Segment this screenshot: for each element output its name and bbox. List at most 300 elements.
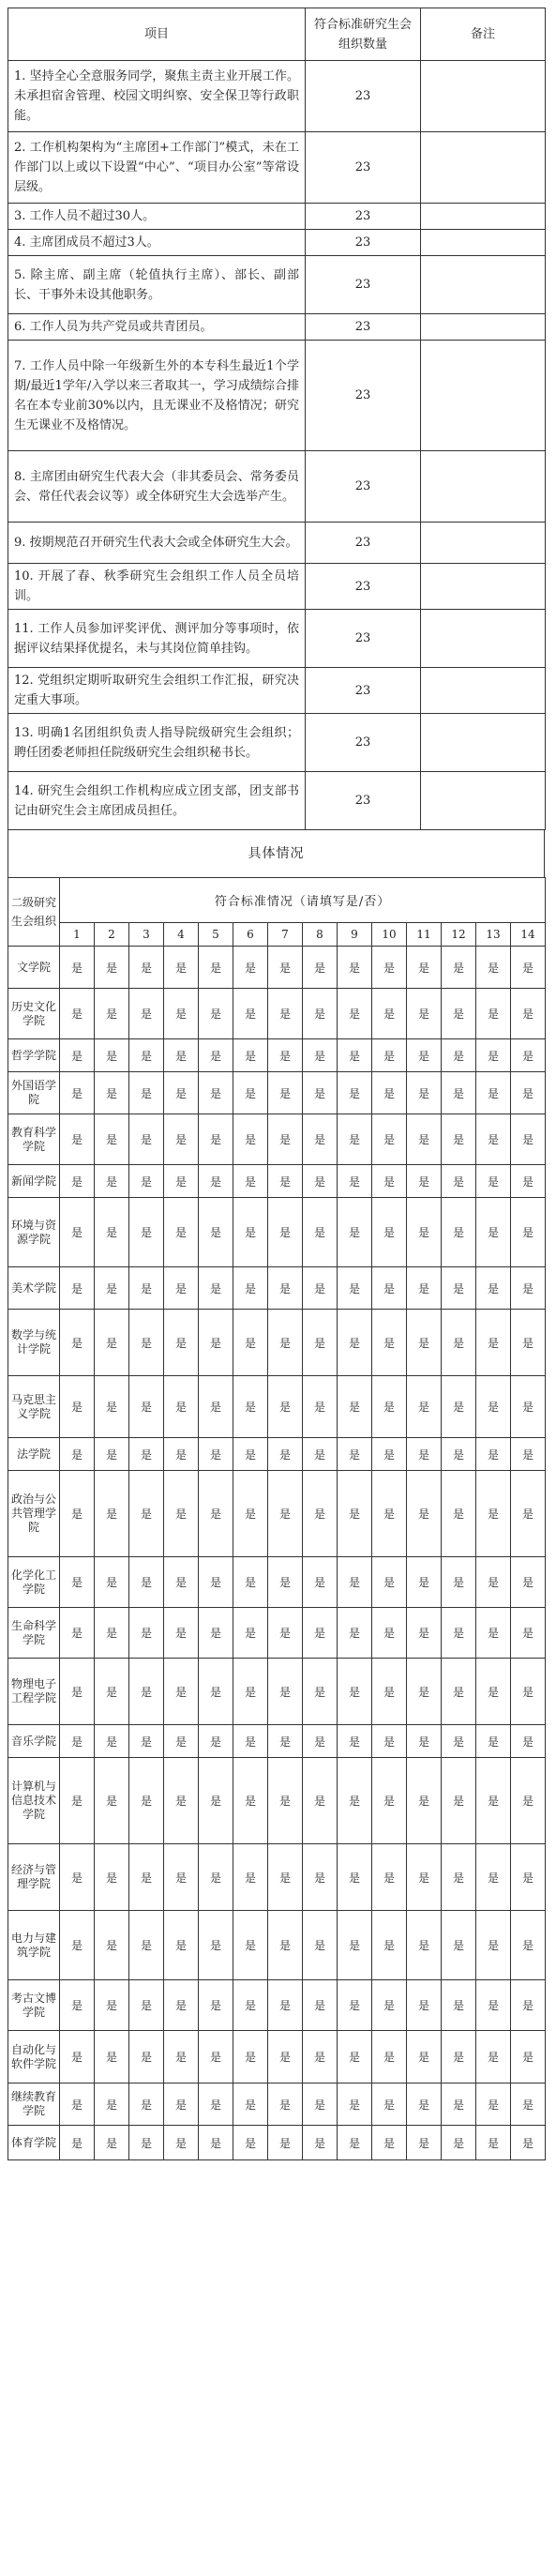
compliance-cell: 是	[511, 1376, 546, 1438]
standard-count: 23	[306, 341, 421, 451]
compliance-cell: 是	[95, 2126, 129, 2160]
college-name: 计算机与信息技术学院	[8, 1758, 60, 1844]
compliance-cell: 是	[338, 1471, 372, 1557]
compliance-cell: 是	[476, 1725, 511, 1758]
compliance-cell: 是	[511, 1039, 546, 1072]
compliance-cell: 是	[129, 1471, 164, 1557]
compliance-cell: 是	[338, 1114, 372, 1165]
standard-item-text: 13. 明确1名团组织负责人指导院级研究生会组织；聘任团委老师担任院级研究生会组织秘书长。	[8, 714, 306, 772]
compliance-cell: 是	[338, 1438, 372, 1471]
compliance-cell: 是	[476, 1267, 511, 1310]
compliance-cell: 是	[303, 1072, 338, 1114]
compliance-cell: 是	[303, 1438, 338, 1471]
column-number: 8	[303, 923, 338, 947]
compliance-cell: 是	[442, 1198, 476, 1267]
compliance-cell: 是	[164, 1911, 199, 1980]
compliance-cell: 是	[60, 2031, 95, 2084]
compliance-cell: 是	[303, 1039, 338, 1072]
compliance-cell: 是	[164, 947, 199, 989]
standard-row	[8, 714, 546, 772]
compliance-cell: 是	[476, 1659, 511, 1725]
compliance-cell: 是	[60, 1165, 95, 1198]
compliance-cell: 是	[268, 1980, 303, 2031]
compliance-cell: 是	[476, 1376, 511, 1438]
compliance-cell: 是	[407, 1376, 442, 1438]
standard-count: 23	[306, 314, 421, 341]
standard-count: 23	[306, 668, 421, 714]
compliance-cell: 是	[60, 947, 95, 989]
standard-note	[421, 341, 546, 451]
standard-count: 23	[306, 61, 421, 132]
compliance-cell: 是	[60, 1758, 95, 1844]
college-name: 数学与统计学院	[8, 1310, 60, 1376]
compliance-cell: 是	[129, 1980, 164, 2031]
standard-item-text: 8. 主席团由研究生代表大会（非其委员会、常务委员会、常任代表会议等）或全体研究生大会选举产生。	[8, 451, 306, 523]
compliance-cell: 是	[372, 1471, 407, 1557]
compliance-cell: 是	[511, 1844, 546, 1911]
column-number: 9	[338, 923, 372, 947]
compliance-cell: 是	[303, 2031, 338, 2084]
college-row	[8, 1557, 546, 1608]
compliance-cell: 是	[95, 2031, 129, 2084]
compliance-cell: 是	[95, 1267, 129, 1310]
compliance-cell: 是	[199, 1165, 233, 1198]
compliance-cell: 是	[476, 1471, 511, 1557]
compliance-cell: 是	[164, 1608, 199, 1659]
compliance-cell: 是	[407, 1980, 442, 2031]
standard-count: 23	[306, 714, 421, 772]
compliance-cell: 是	[511, 2084, 546, 2126]
standard-note	[421, 564, 546, 610]
compliance-cell: 是	[268, 1165, 303, 1198]
compliance-cell: 是	[233, 1072, 268, 1114]
compliance-cell: 是	[511, 1980, 546, 2031]
note-header: 备注	[421, 8, 546, 61]
compliance-cell: 是	[95, 1165, 129, 1198]
standard-count: 23	[306, 256, 421, 314]
compliance-cell: 是	[95, 1911, 129, 1980]
compliance-cell: 是	[268, 1911, 303, 1980]
column-number: 1	[60, 923, 95, 947]
compliance-cell: 是	[60, 1725, 95, 1758]
compliance-cell: 是	[442, 1438, 476, 1471]
compliance-cell: 是	[407, 989, 442, 1039]
compliance-cell: 是	[199, 1980, 233, 2031]
compliance-cell: 是	[476, 989, 511, 1039]
compliance-cell: 是	[372, 1659, 407, 1725]
compliance-cell: 是	[60, 1267, 95, 1310]
compliance-cell: 是	[338, 1758, 372, 1844]
column-number: 12	[442, 923, 476, 947]
compliance-cell: 是	[129, 1165, 164, 1198]
compliance-cell: 是	[338, 2084, 372, 2126]
compliance-cell: 是	[268, 1310, 303, 1376]
details-banner: 具体情况	[8, 829, 545, 878]
compliance-cell: 是	[233, 1376, 268, 1438]
compliance-cell: 是	[95, 1758, 129, 1844]
compliance-cell: 是	[268, 2126, 303, 2160]
compliance-cell: 是	[372, 1557, 407, 1608]
compliance-cell: 是	[511, 2031, 546, 2084]
compliance-cell: 是	[511, 1758, 546, 1844]
column-number: 2	[95, 923, 129, 947]
compliance-cell: 是	[199, 1039, 233, 1072]
compliance-cell: 是	[233, 1310, 268, 1376]
item-header: 项目	[8, 8, 306, 61]
compliance-cell: 是	[338, 1376, 372, 1438]
compliance-cell: 是	[60, 1659, 95, 1725]
compliance-cell: 是	[372, 1725, 407, 1758]
compliance-cell: 是	[233, 2084, 268, 2126]
compliance-cell: 是	[303, 2126, 338, 2160]
compliance-cell: 是	[199, 1114, 233, 1165]
standard-row	[8, 523, 546, 564]
compliance-cell: 是	[407, 1471, 442, 1557]
standard-note	[421, 451, 546, 523]
compliance-cell: 是	[60, 1438, 95, 1471]
compliance-cell: 是	[407, 1438, 442, 1471]
standard-row	[8, 341, 546, 451]
compliance-cell: 是	[95, 989, 129, 1039]
college-row	[8, 1438, 546, 1471]
standards-header-row	[8, 8, 546, 61]
compliance-cell: 是	[476, 1557, 511, 1608]
compliance-cell: 是	[233, 1438, 268, 1471]
compliance-cell: 是	[511, 989, 546, 1039]
compliance-cell: 是	[442, 1911, 476, 1980]
compliance-cell: 是	[60, 989, 95, 1039]
compliance-cell: 是	[268, 1844, 303, 1911]
compliance-cell: 是	[442, 1608, 476, 1659]
standard-note	[421, 772, 546, 830]
compliance-cell: 是	[233, 947, 268, 989]
column-number: 7	[268, 923, 303, 947]
compliance-cell: 是	[303, 1980, 338, 2031]
compliance-cell: 是	[407, 1165, 442, 1198]
compliance-cell: 是	[268, 1267, 303, 1310]
compliance-cell: 是	[303, 1557, 338, 1608]
compliance-cell: 是	[372, 2126, 407, 2160]
column-number: 6	[233, 923, 268, 947]
column-number: 5	[199, 923, 233, 947]
compliance-cell: 是	[129, 1114, 164, 1165]
compliance-cell: 是	[199, 947, 233, 989]
compliance-cell: 是	[442, 1980, 476, 2031]
compliance-cell: 是	[372, 1165, 407, 1198]
college-name: 历史文化学院	[8, 989, 60, 1039]
compliance-cell: 是	[60, 1310, 95, 1376]
standard-row	[8, 772, 546, 830]
column-number: 13	[476, 923, 511, 947]
compliance-cell: 是	[268, 1072, 303, 1114]
details-header-row	[8, 878, 546, 923]
compliance-cell: 是	[407, 2126, 442, 2160]
compliance-cell: 是	[199, 1376, 233, 1438]
compliance-cell: 是	[338, 1310, 372, 1376]
compliance-cell: 是	[372, 947, 407, 989]
compliance-cell: 是	[95, 1557, 129, 1608]
compliance-cell: 是	[60, 2084, 95, 2126]
compliance-cell: 是	[511, 1608, 546, 1659]
college-row	[8, 1267, 546, 1310]
compliance-cell: 是	[407, 1608, 442, 1659]
standard-count: 23	[306, 451, 421, 523]
compliance-cell: 是	[372, 2031, 407, 2084]
standard-row	[8, 204, 546, 230]
compliance-cell: 是	[164, 1114, 199, 1165]
compliance-cell: 是	[95, 1725, 129, 1758]
standard-header: 符合标准情况（请填写是/否）	[60, 878, 546, 923]
compliance-cell: 是	[268, 1471, 303, 1557]
details-table	[8, 877, 546, 2160]
compliance-cell: 是	[60, 2126, 95, 2160]
compliance-cell: 是	[442, 1114, 476, 1165]
compliance-cell: 是	[442, 1039, 476, 1072]
college-row	[8, 947, 546, 989]
standard-item-text: 11. 工作人员参加评奖评优、测评加分等事项时，依据评议结果择优提名，未与其岗位简单挂钩。	[8, 610, 306, 668]
compliance-cell: 是	[129, 2031, 164, 2084]
compliance-cell: 是	[129, 1310, 164, 1376]
compliance-cell: 是	[233, 1198, 268, 1267]
standard-item-text: 12. 党组织定期听取研究生会组织工作汇报，研究决定重大事项。	[8, 668, 306, 714]
compliance-cell: 是	[199, 1267, 233, 1310]
compliance-cell: 是	[442, 1471, 476, 1557]
column-number: 14	[511, 923, 546, 947]
compliance-cell: 是	[233, 1659, 268, 1725]
compliance-cell: 是	[268, 1659, 303, 1725]
compliance-cell: 是	[442, 989, 476, 1039]
compliance-cell: 是	[164, 1844, 199, 1911]
compliance-cell: 是	[199, 989, 233, 1039]
compliance-cell: 是	[511, 1557, 546, 1608]
standard-row	[8, 564, 546, 610]
compliance-cell: 是	[164, 2084, 199, 2126]
standard-item-text: 2. 工作机构架构为“主席团+工作部门”模式，未在工作部门以上或以下设置“中心”、“项目办公室”等常设层级。	[8, 132, 306, 204]
compliance-cell: 是	[164, 1557, 199, 1608]
college-name: 音乐学院	[8, 1725, 60, 1758]
college-name: 外国语学院	[8, 1072, 60, 1114]
college-name: 文学院	[8, 947, 60, 989]
compliance-cell: 是	[442, 2084, 476, 2126]
compliance-cell: 是	[164, 1267, 199, 1310]
college-row	[8, 1471, 546, 1557]
college-row	[8, 1198, 546, 1267]
college-name: 哲学学院	[8, 1039, 60, 1072]
compliance-cell: 是	[442, 1725, 476, 1758]
compliance-cell: 是	[338, 1165, 372, 1198]
compliance-cell: 是	[338, 1911, 372, 1980]
compliance-cell: 是	[407, 1758, 442, 1844]
compliance-cell: 是	[164, 2031, 199, 2084]
college-name: 电力与建筑学院	[8, 1911, 60, 1980]
college-name: 经济与管理学院	[8, 1844, 60, 1911]
compliance-cell: 是	[476, 1072, 511, 1114]
compliance-cell: 是	[60, 1911, 95, 1980]
compliance-cell: 是	[199, 1659, 233, 1725]
college-row	[8, 1844, 546, 1911]
compliance-cell: 是	[95, 1659, 129, 1725]
college-header: 二级研究生会组织	[8, 878, 60, 947]
college-row	[8, 2126, 546, 2160]
compliance-cell: 是	[338, 1267, 372, 1310]
standard-row	[8, 668, 546, 714]
compliance-cell: 是	[511, 1165, 546, 1198]
compliance-cell: 是	[199, 2084, 233, 2126]
college-row	[8, 1659, 546, 1725]
compliance-cell: 是	[372, 1911, 407, 1980]
college-row	[8, 1114, 546, 1165]
compliance-cell: 是	[511, 1438, 546, 1471]
compliance-cell: 是	[233, 1165, 268, 1198]
standard-item-text: 14. 研究生会组织工作机构应成立团支部，团支部书记由研究生会主席团成员担任。	[8, 772, 306, 830]
standard-count: 23	[306, 230, 421, 256]
college-name: 环境与资源学院	[8, 1198, 60, 1267]
compliance-cell: 是	[129, 947, 164, 989]
compliance-cell: 是	[233, 1758, 268, 1844]
compliance-cell: 是	[95, 1980, 129, 2031]
compliance-cell: 是	[407, 1267, 442, 1310]
compliance-cell: 是	[511, 1310, 546, 1376]
compliance-cell: 是	[95, 2084, 129, 2126]
standard-note	[421, 714, 546, 772]
compliance-cell: 是	[303, 1376, 338, 1438]
standard-count: 23	[306, 564, 421, 610]
compliance-cell: 是	[268, 1376, 303, 1438]
compliance-cell: 是	[164, 1198, 199, 1267]
standard-item-text: 7. 工作人员中除一年级新生外的本专科生最近1个学期/最近1学年/入学以来三者取其一，学习成绩综合排名在本专业前30%以内，且无课业不及格情况；研究生无课业不及格情况。	[8, 341, 306, 451]
compliance-cell: 是	[511, 1198, 546, 1267]
compliance-cell: 是	[476, 1438, 511, 1471]
compliance-cell: 是	[338, 1072, 372, 1114]
college-name: 美术学院	[8, 1267, 60, 1310]
compliance-cell: 是	[95, 1471, 129, 1557]
compliance-cell: 是	[164, 1659, 199, 1725]
compliance-cell: 是	[338, 989, 372, 1039]
compliance-cell: 是	[199, 1072, 233, 1114]
compliance-cell: 是	[407, 1844, 442, 1911]
compliance-cell: 是	[60, 1608, 95, 1659]
college-row	[8, 1725, 546, 1758]
compliance-cell: 是	[338, 1608, 372, 1659]
compliance-cell: 是	[476, 1310, 511, 1376]
compliance-cell: 是	[511, 1659, 546, 1725]
standard-row	[8, 610, 546, 668]
college-name: 新闻学院	[8, 1165, 60, 1198]
compliance-cell: 是	[164, 1039, 199, 1072]
standard-item-text: 6. 工作人员为共产党员或共青团员。	[8, 314, 306, 341]
compliance-cell: 是	[442, 1376, 476, 1438]
compliance-cell: 是	[60, 1980, 95, 2031]
compliance-cell: 是	[442, 1267, 476, 1310]
compliance-cell: 是	[60, 1844, 95, 1911]
college-row	[8, 1911, 546, 1980]
compliance-cell: 是	[268, 1758, 303, 1844]
college-row	[8, 1608, 546, 1659]
college-row	[8, 1310, 546, 1376]
compliance-cell: 是	[164, 1725, 199, 1758]
compliance-cell: 是	[303, 1310, 338, 1376]
compliance-cell: 是	[268, 2084, 303, 2126]
compliance-cell: 是	[95, 1114, 129, 1165]
compliance-cell: 是	[268, 1198, 303, 1267]
compliance-cell: 是	[233, 1980, 268, 2031]
compliance-cell: 是	[407, 2031, 442, 2084]
compliance-cell: 是	[407, 1725, 442, 1758]
compliance-cell: 是	[268, 1608, 303, 1659]
compliance-cell: 是	[164, 989, 199, 1039]
compliance-cell: 是	[95, 947, 129, 989]
compliance-cell: 是	[129, 1725, 164, 1758]
compliance-cell: 是	[233, 989, 268, 1039]
compliance-cell: 是	[268, 1114, 303, 1165]
college-row	[8, 1072, 546, 1114]
compliance-cell: 是	[476, 2031, 511, 2084]
college-name: 法学院	[8, 1438, 60, 1471]
college-name: 教育科学学院	[8, 1114, 60, 1165]
compliance-cell: 是	[199, 1758, 233, 1844]
college-row	[8, 1039, 546, 1072]
compliance-cell: 是	[129, 989, 164, 1039]
compliance-cell: 是	[233, 2031, 268, 2084]
compliance-cell: 是	[442, 2126, 476, 2160]
compliance-cell: 是	[511, 947, 546, 989]
college-name: 化学化工学院	[8, 1557, 60, 1608]
compliance-cell: 是	[129, 2084, 164, 2126]
compliance-cell: 是	[129, 1608, 164, 1659]
standard-row	[8, 61, 546, 132]
compliance-cell: 是	[476, 1758, 511, 1844]
compliance-cell: 是	[303, 989, 338, 1039]
compliance-cell: 是	[268, 1039, 303, 1072]
compliance-cell: 是	[95, 1310, 129, 1376]
compliance-cell: 是	[60, 1198, 95, 1267]
compliance-cell: 是	[407, 947, 442, 989]
college-name: 自动化与软件学院	[8, 2031, 60, 2084]
compliance-cell: 是	[95, 1608, 129, 1659]
college-row	[8, 1165, 546, 1198]
compliance-cell: 是	[442, 1557, 476, 1608]
compliance-cell: 是	[199, 1471, 233, 1557]
compliance-cell: 是	[372, 1072, 407, 1114]
compliance-cell: 是	[233, 1725, 268, 1758]
compliance-cell: 是	[303, 2084, 338, 2126]
standard-row	[8, 314, 546, 341]
compliance-cell: 是	[199, 2126, 233, 2160]
compliance-cell: 是	[442, 1072, 476, 1114]
compliance-cell: 是	[129, 1039, 164, 1072]
compliance-cell: 是	[372, 1310, 407, 1376]
compliance-cell: 是	[372, 1608, 407, 1659]
college-row	[8, 1758, 546, 1844]
compliance-cell: 是	[303, 1844, 338, 1911]
college-row	[8, 1980, 546, 2031]
compliance-cell: 是	[338, 2031, 372, 2084]
compliance-cell: 是	[129, 1072, 164, 1114]
compliance-cell: 是	[164, 1471, 199, 1557]
compliance-cell: 是	[95, 1039, 129, 1072]
standard-count: 23	[306, 523, 421, 564]
compliance-cell: 是	[303, 1608, 338, 1659]
compliance-cell: 是	[303, 1114, 338, 1165]
compliance-cell: 是	[199, 1438, 233, 1471]
compliance-cell: 是	[338, 1198, 372, 1267]
compliance-cell: 是	[199, 1557, 233, 1608]
standard-note	[421, 314, 546, 341]
compliance-cell: 是	[442, 1758, 476, 1844]
compliance-cell: 是	[199, 2031, 233, 2084]
standard-item-text: 10. 开展了春、秋季研究生会组织工作人员全员培训。	[8, 564, 306, 610]
standard-note	[421, 230, 546, 256]
